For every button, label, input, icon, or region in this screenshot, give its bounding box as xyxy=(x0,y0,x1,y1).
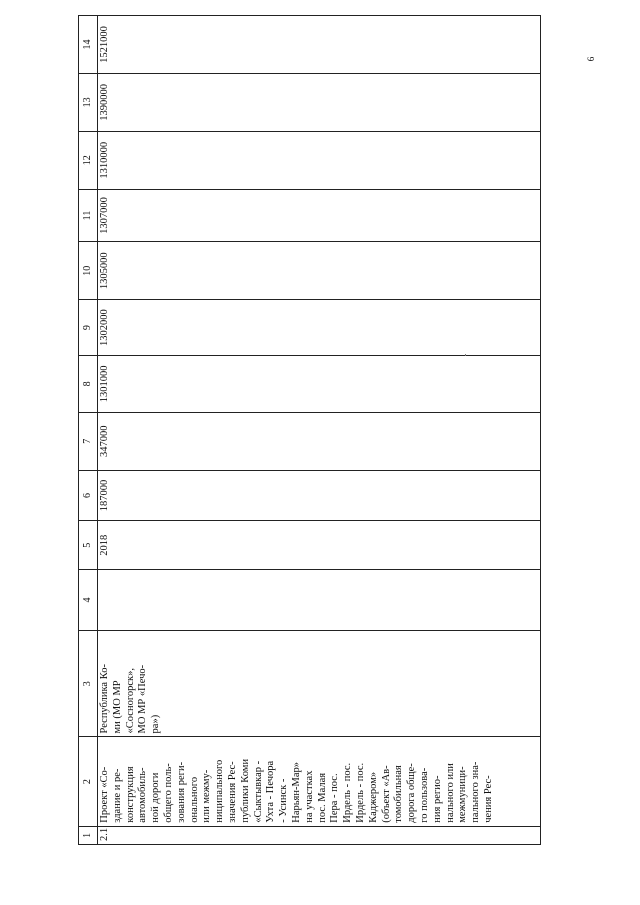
year-cell: 2018 xyxy=(98,521,541,570)
rotated-table-container xyxy=(78,15,638,845)
table-frame xyxy=(78,15,638,845)
header-col-9: 9 xyxy=(79,300,98,356)
location-cell: Республика Ко- ми (МО МР «Сосногорск», МО МР «Печо- ра») xyxy=(98,630,541,737)
header-col-2: 2 xyxy=(79,737,98,826)
value-cell-13: 1390000 xyxy=(98,73,541,131)
header-col-14: 14 xyxy=(79,16,98,74)
header-col-13: 13 xyxy=(79,73,98,131)
value-cell-10: 1305000 xyxy=(98,242,541,300)
value-cell-9: 1302000 xyxy=(98,300,541,356)
header-col-10: 10 xyxy=(79,242,98,300)
row-number-cell: 2.1 xyxy=(98,826,541,844)
value-cell-12: 1310000 xyxy=(98,131,541,189)
value-cell-14: 1521000 xyxy=(98,16,541,74)
header-col-6: 6 xyxy=(79,470,98,521)
header-col-7: 7 xyxy=(79,412,98,470)
project-name-cell: Проект «Со- здание и ре- конструкция автомобиль- ной дороги общего поль- зования реги- онального или межму- ниципального значения Рес- публики Коми «Сыктывкар - Ухта - Печора - Усинск - Нарьян-Мар» на участках пос. Малая Пера - пос. Ирдель - пос. Ирдель - пос. Каджером» (объект «Ав- томобильная дорога обще- го пользова- ния регио- нального или межмуници- пального зна- чения Рес- xyxy=(98,737,541,826)
header-col-1: 1 xyxy=(79,826,98,844)
page-number: 6 xyxy=(586,56,596,62)
value-cell-7: 347000 xyxy=(98,412,541,470)
header-col-11: 11 xyxy=(79,189,98,242)
header-col-5: 5 xyxy=(79,521,98,570)
table-row xyxy=(98,16,541,845)
col-4-cell xyxy=(98,570,541,631)
value-cell-11: 1307000 xyxy=(98,189,541,242)
investment-table xyxy=(78,15,541,845)
header-col-3: 3 xyxy=(79,630,98,737)
value-cell-6: 187000 xyxy=(98,470,541,521)
header-row xyxy=(79,16,98,845)
header-col-8: 8 xyxy=(79,355,98,412)
scan-speck xyxy=(465,354,466,356)
header-col-12: 12 xyxy=(79,131,98,189)
header-col-4: 4 xyxy=(79,570,98,631)
value-cell-8: 1301000 xyxy=(98,355,541,412)
